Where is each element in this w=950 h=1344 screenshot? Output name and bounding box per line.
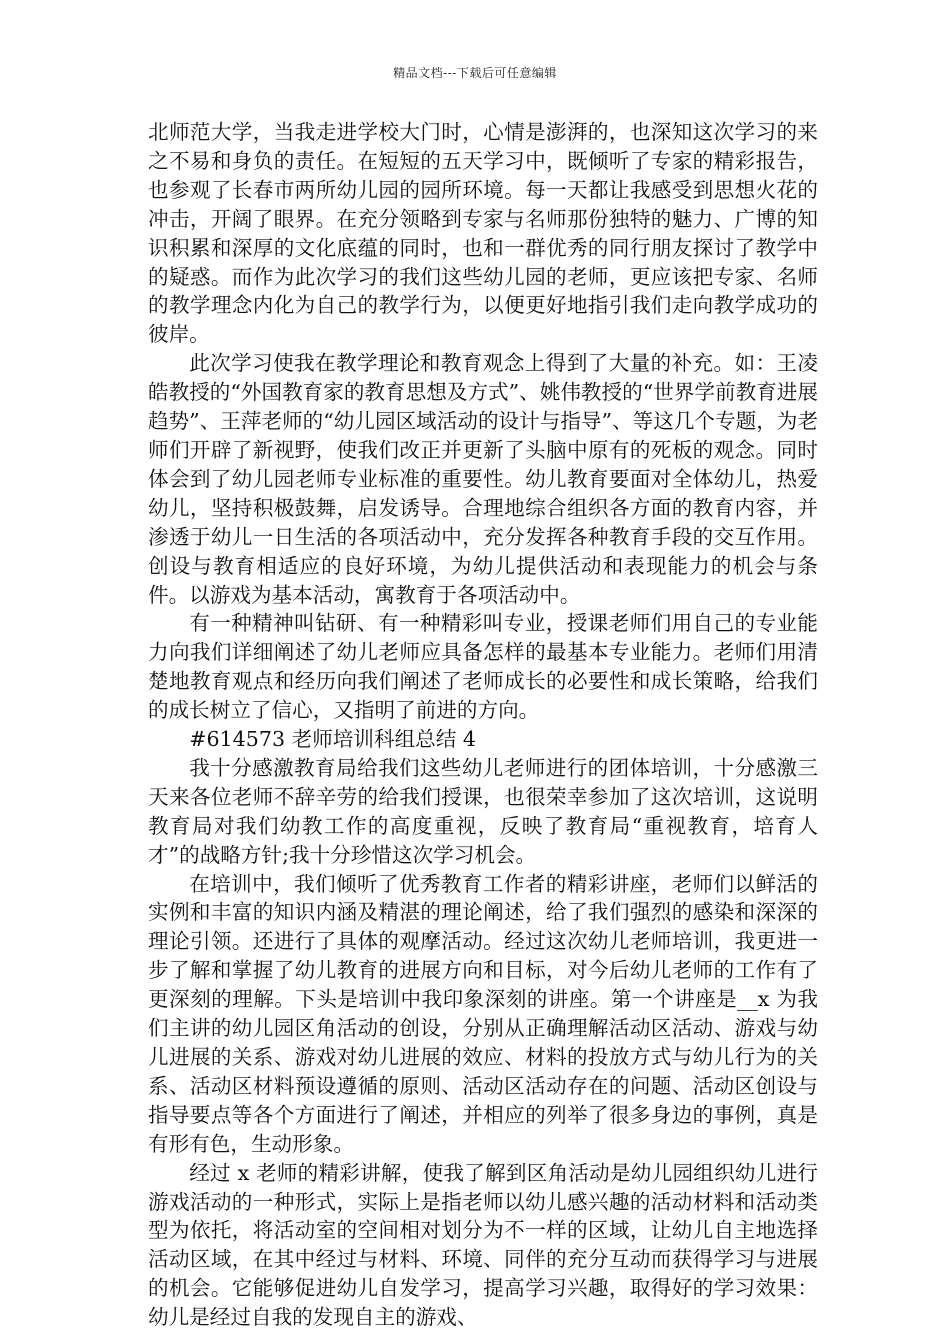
paragraph-5: 在培训中，我们倾听了优秀教育工作者的精彩讲座，老师们以鲜活的实例和丰富的知识内涵及精湛的理论阐述，给了我们强烈的感染和深深的理论引领。还进行了具体的观摩活动。经过这次幼儿老师培训，我更进一步了解和掌握了幼儿教育的进展方向和目标，对今后幼儿老师的工作有了更深刻的理解。下头是培训中我印象深刻的讲座。第一个讲座是__x 为我们主讲的幼儿园区角活动的创设，分别从正确理解活动区活动、游戏与幼儿进展的关系、游戏对幼儿进展的效应、材料的投放方式与幼儿行为的关系、活动区材料预设遵循的原则、活动区活动存在的问题、活动区创设与指导要点等各个方面进行了阐述，并相应的列举了很多身边的事例，真是有形有色，生动形象。 [148,871,818,1156]
paragraph-2: 此次学习使我在教学理论和教育观念上得到了大量的补充。如：王凌皓教授的“外国教育家的教育思想及方式”、姚伟教授的“世界学前教育进展趋势”、王萍老师的“幼儿园区域活动的设计与指导”、等这几个专题，为老师们开辟了新视野，使我们改正并更新了头脑中原有的死板的观念。同时体会到了幼儿园老师专业标准的重要性。幼儿教育要面对全体幼儿，热爱幼儿，坚持积极鼓舞，启发诱导。合理地综合组织各方面的教育内容，并渗透于幼儿一日生活的各项活动中，充分发挥各种教育手段的交互作用。创设与教育相适应的良好环境，为幼儿提供活动和表现能力的机会与条件。以游戏为基本活动，寓教育于各项活动中。 [148,351,818,607]
section-heading: #614573 老师培训科组总结 4 [189,727,477,752]
paragraph-4: 我十分感激教育局给我们这些幼儿老师进行的团体培训，十分感激三天来各位老师不辞辛劳的给我们授课，也很荣幸参加了这次培训，这说明教育局对我们幼教工作的高度重视，反映了教育局“重视教育，培育人才”的战略方针;我十分珍惜这次学习机会。 [148,755,818,867]
paragraph-6: 经过 x 老师的精彩讲解，使我了解到区角活动是幼儿园组织幼儿进行游戏活动的一种形式，实际上是指老师以幼儿感兴趣的活动材料和活动类型为依托，将活动室的空间相对划分为不一样的区域，让幼儿自主地选择活动区域，在其中经过与材料、环境、同伴的充分互动而获得学习与进展的机会。它能够促进幼儿自发学习，提高学习兴趣，取得好的学习效果：幼儿是经过自我的发现自主的游戏、 [148,1160,818,1330]
paragraph-1: 北师范大学，当我走进学校大门时，心情是澎湃的，也深知这次学习的来之不易和身负的责任。在短短的五天学习中，既倾听了专家的精彩报告，也参观了长春市两所幼儿园的园所环境。每一天都让我感受到思想火花的冲击，开阔了眼界。在充分领略到专家与名师那份独特的魅力、广博的知识积累和深厚的文化底蕴的同时，也和一群优秀的同行朋友探讨了教学中的疑惑。而作为此次学习的我们这些幼儿园的老师，更应该把专家、名师的教学理念内化为自己的教学行为，以便更好地指引我们走向教学成功的彼岸。 [148,120,818,347]
document-body [148,118,818,1332]
page-header: 精品文档---下载后可任意编辑 [393,66,557,80]
paragraph-3: 有一种精神叫钻研、有一种精彩叫专业，授课老师们用自己的专业能力向我们详细阐述了幼儿老师应具备怎样的最基本专业能力。老师们用清楚地教育观点和经历向我们阐述了老师成长的必要性和成长策略，给我们的成长树立了信心，又指明了前进的方向。 [148,611,818,723]
